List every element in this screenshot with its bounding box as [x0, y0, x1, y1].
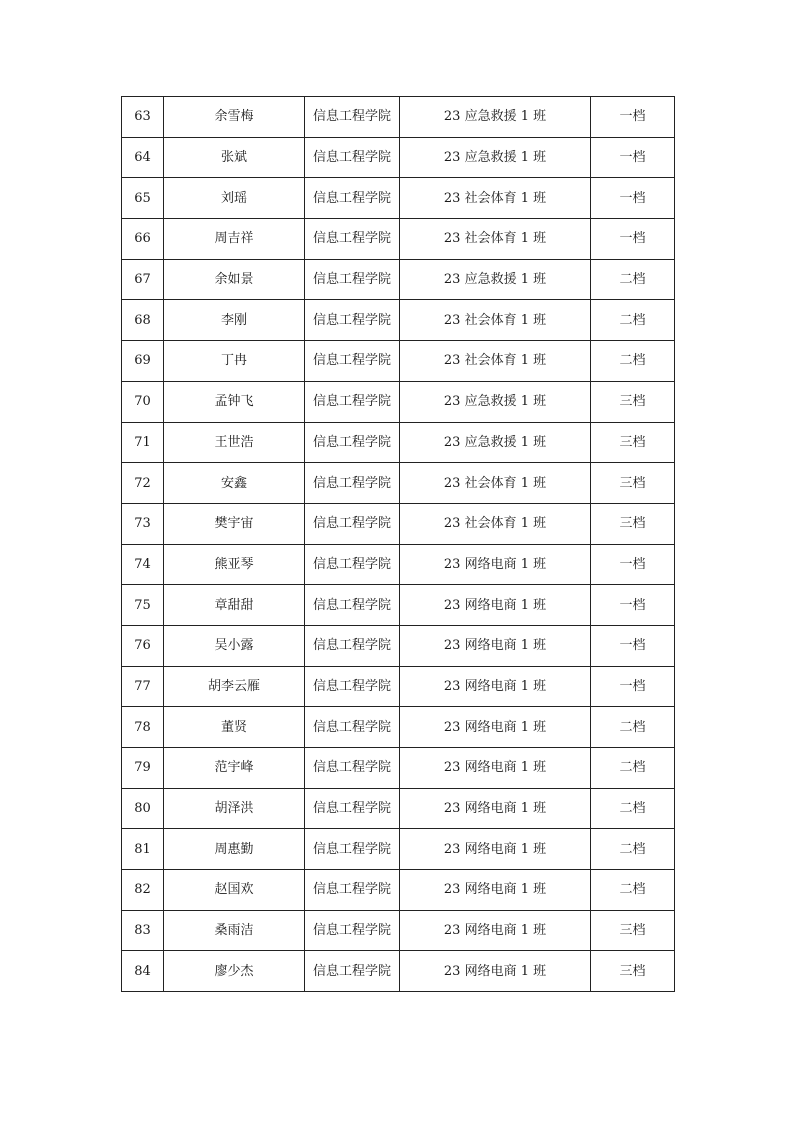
row-number-cell: 80: [122, 788, 164, 829]
grade-level-cell: 二档: [591, 341, 675, 382]
college-cell: 信息工程学院: [305, 219, 400, 260]
grade-level-cell: 一档: [591, 178, 675, 219]
class-cell: 23 应急救援 1 班: [400, 422, 591, 463]
row-number-cell: 76: [122, 625, 164, 666]
class-cell: 23 应急救援 1 班: [400, 137, 591, 178]
grade-level-cell: 一档: [591, 544, 675, 585]
college-cell: 信息工程学院: [305, 381, 400, 422]
student-name-cell: 王世浩: [164, 422, 305, 463]
class-cell: 23 社会体育 1 班: [400, 503, 591, 544]
table-row: [122, 544, 675, 585]
class-cell: 23 网络电商 1 班: [400, 870, 591, 911]
grade-level-cell: 二档: [591, 788, 675, 829]
student-name-cell: 张斌: [164, 137, 305, 178]
table-row: [122, 707, 675, 748]
college-cell: 信息工程学院: [305, 544, 400, 585]
student-name-cell: 周吉祥: [164, 219, 305, 260]
student-name-cell: 胡李云雁: [164, 666, 305, 707]
class-cell: 23 网络电商 1 班: [400, 951, 591, 992]
table-row: [122, 422, 675, 463]
row-number-cell: 66: [122, 219, 164, 260]
grade-level-cell: 三档: [591, 951, 675, 992]
college-cell: 信息工程学院: [305, 585, 400, 626]
row-number-cell: 84: [122, 951, 164, 992]
college-cell: 信息工程学院: [305, 666, 400, 707]
grade-level-cell: 二档: [591, 259, 675, 300]
class-cell: 23 网络电商 1 班: [400, 788, 591, 829]
grade-level-cell: 一档: [591, 137, 675, 178]
grade-level-cell: 二档: [591, 707, 675, 748]
student-name-cell: 樊宇宙: [164, 503, 305, 544]
row-number-cell: 73: [122, 503, 164, 544]
table-row: [122, 259, 675, 300]
roster-table-body: [122, 97, 675, 992]
college-cell: 信息工程学院: [305, 137, 400, 178]
class-cell: 23 社会体育 1 班: [400, 463, 591, 504]
grade-level-cell: 一档: [591, 219, 675, 260]
table-row: [122, 178, 675, 219]
row-number-cell: 74: [122, 544, 164, 585]
table-row: [122, 625, 675, 666]
college-cell: 信息工程学院: [305, 788, 400, 829]
row-number-cell: 83: [122, 910, 164, 951]
college-cell: 信息工程学院: [305, 625, 400, 666]
class-cell: 23 应急救援 1 班: [400, 381, 591, 422]
row-number-cell: 69: [122, 341, 164, 382]
row-number-cell: 70: [122, 381, 164, 422]
grade-level-cell: 三档: [591, 503, 675, 544]
grade-level-cell: 二档: [591, 870, 675, 911]
student-name-cell: 董贤: [164, 707, 305, 748]
row-number-cell: 72: [122, 463, 164, 504]
grade-level-cell: 一档: [591, 97, 675, 138]
student-name-cell: 安鑫: [164, 463, 305, 504]
table-row: [122, 951, 675, 992]
student-name-cell: 熊亚琴: [164, 544, 305, 585]
class-cell: 23 网络电商 1 班: [400, 707, 591, 748]
student-roster-table: [121, 96, 675, 992]
class-cell: 23 网络电商 1 班: [400, 748, 591, 789]
table-row: [122, 300, 675, 341]
grade-level-cell: 一档: [591, 625, 675, 666]
college-cell: 信息工程学院: [305, 829, 400, 870]
college-cell: 信息工程学院: [305, 503, 400, 544]
class-cell: 23 网络电商 1 班: [400, 910, 591, 951]
student-name-cell: 周惠勤: [164, 829, 305, 870]
student-name-cell: 余雪梅: [164, 97, 305, 138]
class-cell: 23 社会体育 1 班: [400, 300, 591, 341]
student-name-cell: 余如景: [164, 259, 305, 300]
row-number-cell: 78: [122, 707, 164, 748]
college-cell: 信息工程学院: [305, 951, 400, 992]
grade-level-cell: 二档: [591, 748, 675, 789]
table-row: [122, 788, 675, 829]
table-row: [122, 137, 675, 178]
table-row: [122, 381, 675, 422]
student-name-cell: 刘瑶: [164, 178, 305, 219]
student-name-cell: 桑雨洁: [164, 910, 305, 951]
grade-level-cell: 一档: [591, 585, 675, 626]
row-number-cell: 65: [122, 178, 164, 219]
table-row: [122, 748, 675, 789]
college-cell: 信息工程学院: [305, 910, 400, 951]
class-cell: 23 社会体育 1 班: [400, 219, 591, 260]
table-row: [122, 829, 675, 870]
row-number-cell: 64: [122, 137, 164, 178]
class-cell: 23 网络电商 1 班: [400, 585, 591, 626]
table-row: [122, 870, 675, 911]
college-cell: 信息工程学院: [305, 259, 400, 300]
class-cell: 23 网络电商 1 班: [400, 544, 591, 585]
row-number-cell: 77: [122, 666, 164, 707]
class-cell: 23 网络电商 1 班: [400, 625, 591, 666]
student-name-cell: 吴小露: [164, 625, 305, 666]
class-cell: 23 社会体育 1 班: [400, 178, 591, 219]
college-cell: 信息工程学院: [305, 178, 400, 219]
grade-level-cell: 三档: [591, 463, 675, 504]
class-cell: 23 应急救援 1 班: [400, 97, 591, 138]
row-number-cell: 68: [122, 300, 164, 341]
student-name-cell: 范宇峰: [164, 748, 305, 789]
table-row: [122, 666, 675, 707]
student-name-cell: 李刚: [164, 300, 305, 341]
college-cell: 信息工程学院: [305, 341, 400, 382]
row-number-cell: 82: [122, 870, 164, 911]
grade-level-cell: 一档: [591, 666, 675, 707]
row-number-cell: 75: [122, 585, 164, 626]
college-cell: 信息工程学院: [305, 300, 400, 341]
student-name-cell: 孟钟飞: [164, 381, 305, 422]
college-cell: 信息工程学院: [305, 748, 400, 789]
class-cell: 23 应急救援 1 班: [400, 259, 591, 300]
college-cell: 信息工程学院: [305, 870, 400, 911]
college-cell: 信息工程学院: [305, 707, 400, 748]
student-name-cell: 赵国欢: [164, 870, 305, 911]
college-cell: 信息工程学院: [305, 422, 400, 463]
college-cell: 信息工程学院: [305, 463, 400, 504]
table-row: [122, 97, 675, 138]
student-name-cell: 章甜甜: [164, 585, 305, 626]
table-row: [122, 219, 675, 260]
student-name-cell: 丁冉: [164, 341, 305, 382]
student-name-cell: 胡泽洪: [164, 788, 305, 829]
grade-level-cell: 三档: [591, 381, 675, 422]
table-row: [122, 341, 675, 382]
row-number-cell: 71: [122, 422, 164, 463]
grade-level-cell: 二档: [591, 300, 675, 341]
class-cell: 23 网络电商 1 班: [400, 666, 591, 707]
student-name-cell: 廖少杰: [164, 951, 305, 992]
table-row: [122, 910, 675, 951]
row-number-cell: 67: [122, 259, 164, 300]
table-row: [122, 585, 675, 626]
grade-level-cell: 三档: [591, 422, 675, 463]
row-number-cell: 81: [122, 829, 164, 870]
class-cell: 23 社会体育 1 班: [400, 341, 591, 382]
table-row: [122, 463, 675, 504]
grade-level-cell: 二档: [591, 829, 675, 870]
grade-level-cell: 三档: [591, 910, 675, 951]
row-number-cell: 63: [122, 97, 164, 138]
class-cell: 23 网络电商 1 班: [400, 829, 591, 870]
table-row: [122, 503, 675, 544]
row-number-cell: 79: [122, 748, 164, 789]
college-cell: 信息工程学院: [305, 97, 400, 138]
